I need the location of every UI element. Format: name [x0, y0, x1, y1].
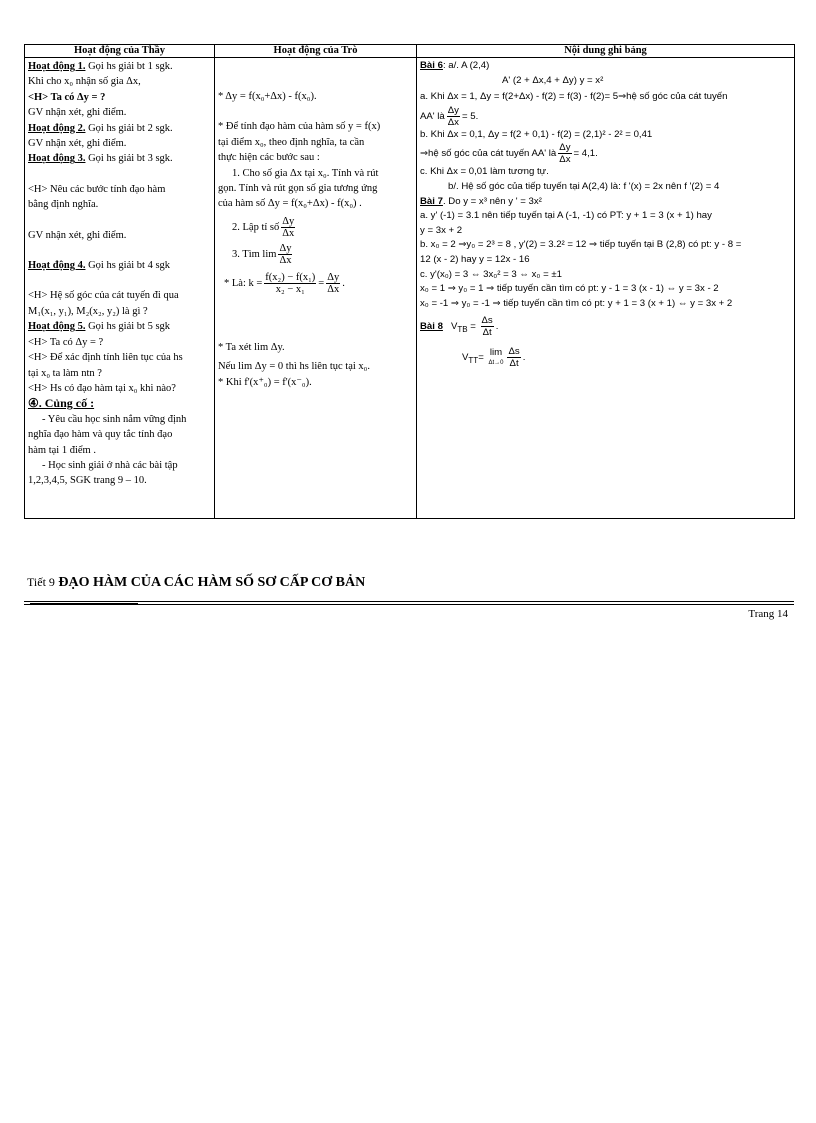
hd2-title: Hoạt động 2. [28, 122, 86, 134]
secant-formula: * Là: k = $\frac{\text{f(x₂) − f(x₁)}}{\text{x₂ − x₁}}$ = $\frac{\Delta y}{\Delta x}$ . [224, 271, 345, 295]
section-title: Tiết 9 ĐẠO HÀM CỦA CÁC HÀM SỐ SƠ CẤP CƠ BẢN [27, 575, 366, 590]
bai7-title: Bài 7 [420, 195, 443, 207]
hd5-title: Hoạt động 5. [28, 321, 86, 333]
divider-top [24, 601, 794, 602]
header-board: Nội dung ghi bảng [417, 45, 795, 58]
table-body-row [25, 58, 795, 519]
header-teacher: Hoạt động của Thầy [25, 45, 215, 58]
hd4-title: Hoạt động 4. [28, 260, 86, 272]
cung-co-title: ④. Củng cố : [28, 396, 95, 411]
board-column: Bài 6: a/. A (2,4) A' (2 + Δx,4 + Δy) y = x² a. Khi Δx = 1, Δy = f(2+Δx) - f(2) = f(3) - f(2)= 5⇒hệ số góc của cát tuyến AA' là $\frac{\Delta y}{\Delta x}$ = 5. b. Khi Δx = 0,1, Δy = f(2 + 0,1) - f(2) = (2,1)² - 2² = 0,41 ⇒hệ số góc của cát tuyến AA' là $\frac{\Delta y}{\Delta x}$ = 4,1. c. Khi Δx = 0,01 làm tương tự. b/. Hệ số góc của tiếp tuyến tại A(2,4) là: f '(x) = 2x nên f '(2) = 4 Bài 7. Do y = x³ nên y ' = 3x² a. y' (-1) = 3.1 nên tiếp tuyến tại A (-1, -1) có PT: y + 1 = 3 (x + 1) hay y = 3x + 2 b. x₀ = 2 ⇒y₀ = 2³ = 8 , y'(2) = 3.2² = 12 ⇒ tiếp tuyến tại B (2,8) có pt: y - 8 = 12 (x - 2) hay y = 12x - 16 c. y'(x₀) = 3 ⇔ 3x₀² = 3 ⇔ x₀ = ±1 x₀ = 1 ⇒ y₀ = 1 ⇒ tiếp tuyến cần tìm có pt: y - 1 = 3 (x - 1) ⇔ y = 3x - 2 x₀ = -1 ⇒ y₀ = -1 ⇒ tiếp tuyến cần tìm có pt: y + 1 = 3 (x + 1) ⇔ y = 3x + 2 Bài 8 $V_{TB}$ = $\frac{\Delta s}{\Delta t}$ . $V_{TT}=$ lim Δt→0 $\frac{\Delta s}{\Delta t}$ . [417, 58, 795, 519]
header-student: Hoạt động của Trò [215, 45, 417, 58]
teacher-column: Hoạt động 1. Gọi hs giải bt 1 sgk. Khi cho x₀ nhận số gia Δx, <H> Ta có Δy = ? GV nhận xét, ghi điểm. Hoạt động 2. Gọi hs giải bt 2 sgk. GV nhận xét, ghi điểm. Hoạt động 3. Gọi hs giải bt 3 sgk. <H> Nêu các bước tính đạo hàm bằng định nghĩa. GV nhận xét, ghi điểm. Hoạt động 4. Gọi hs giải bt 4 sgk <H> Hệ số góc của cát tuyến đi qua M₁(x₁, y₁), M₂(x₂, y₂) là gì ? Hoạt động 5. Gọi hs giải bt 5 sgk <H> Ta có Δy = ? <H> Để xác định tính liên tục của hs tại x₀ ta làm ntn ? <H> Hs có đạo hàm tại x₀ khi nào? ④. Củng cố : - Yêu cầu học sinh nắm vững định nghĩa đạo hàm và quy tắc tính đạo hàm tại 1 điểm . - Học sinh giải ở nhà các bài tập 1,2,3,4,5, SGK trang 9 – 10. [25, 58, 215, 519]
hd1-title: Hoạt động 1. [28, 61, 86, 72]
page-number: Trang 14 [748, 608, 788, 620]
bai6-title: Bài 6 [420, 60, 443, 71]
lesson-table [24, 44, 795, 519]
divider-bottom [24, 604, 794, 605]
student-column: * Δy = f(x₀+Δx) - f(x₀). * Để tính đạo hàm của hàm số y = f(x) tại điểm x₀, theo định nghĩa, ta cần thực hiện các bước sau : 1. Cho số gia Δx tại x₀. Tính và rút gọn. Tính và rút gọn số gia tương ứng của hàm số Δy = f(x₀+Δx) - f(x₀) . 2. Lập tỉ số $\frac{\Delta y}{\Delta x}$ 3. Tìm lim $\frac{\Delta y}{\Delta x}$ * Là: k = $\frac{\text{f(x₂) − f(x₁)}}{\text{x₂ − x₁}}$ = $\frac{\Delta y}{\Delta x}$ . * Ta xét lim Δy. Nếu lim Δy = 0 thì hs liên tục tại x₀. * Khi f'(x⁺₀) = f'(x⁻₀). [215, 58, 417, 519]
table-header-row [25, 45, 795, 58]
bai8-title: Bài 8 [420, 321, 443, 333]
hd3-title: Hoạt động 3. [28, 153, 86, 165]
